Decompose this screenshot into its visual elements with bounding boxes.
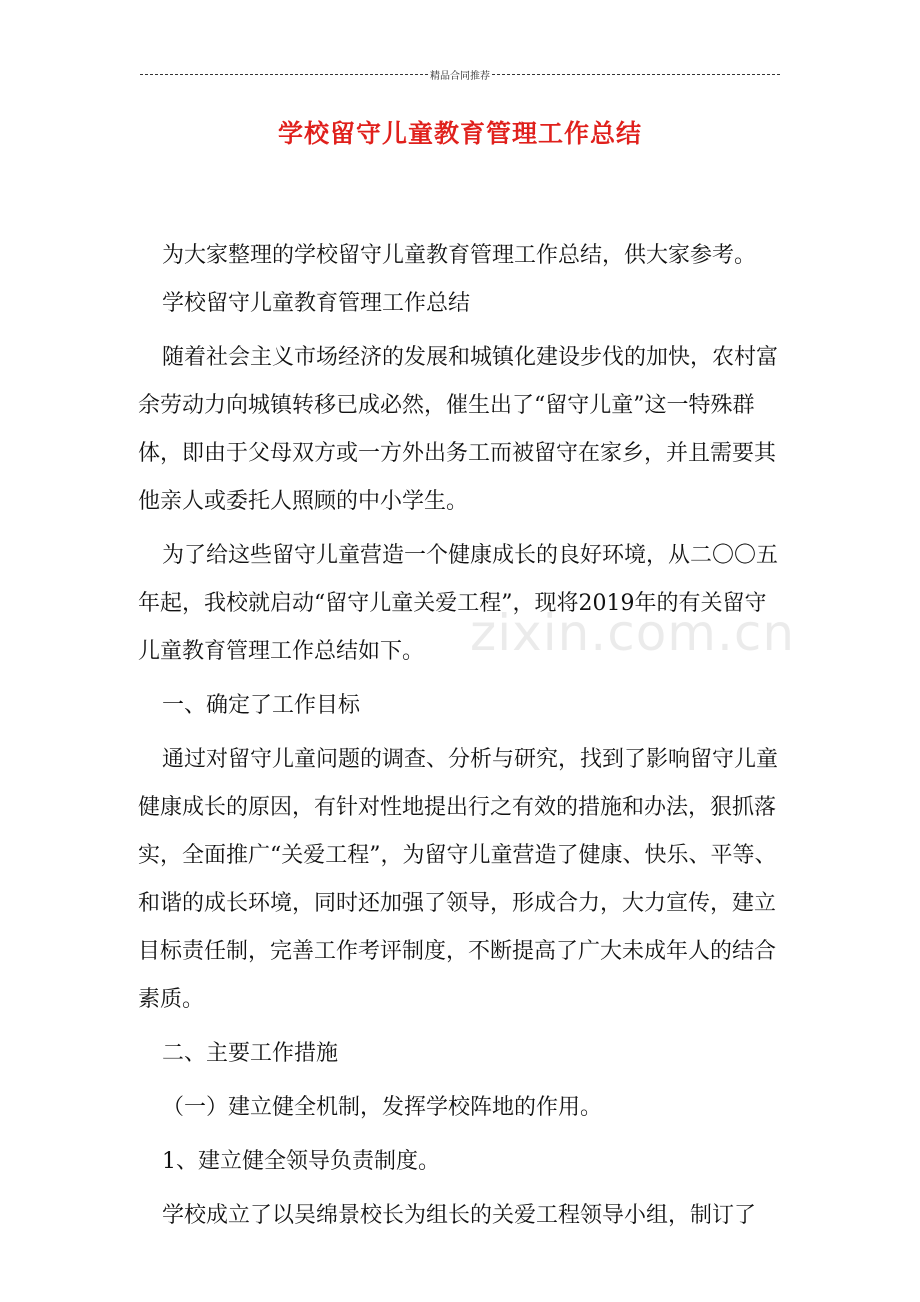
subtitle-paragraph: 学校留守儿童教育管理工作总结 — [162, 291, 471, 316]
subsection-heading-1: （一）建立健全机制，发挥学校阵地的作用。 — [162, 1095, 603, 1120]
document-body — [138, 232, 786, 1240]
intro-paragraph: 为大家整理的学校留守儿童教育管理工作总结，供大家参考。 — [162, 243, 757, 268]
header-rule — [140, 66, 780, 82]
document-title: 学校留守儿童教育管理工作总结 — [277, 119, 642, 148]
item-heading-1: 1、建立健全领导负责制度。 — [162, 1149, 440, 1174]
header-dash-left — [140, 74, 428, 75]
leadership-paragraph: 学校成立了以吴绵景校长为组长的关爱工程领导小组，制订了 — [162, 1203, 757, 1228]
watermark: zixin.com.cn — [470, 604, 796, 662]
section-heading-1: 一、确定了工作目标 — [162, 693, 361, 718]
purpose-paragraph: 为了给这些留守儿童营造一个健康成长的良好环境，从二〇〇五年起，我校就启动“留守儿童关爱工程”，现将2019年的有关留守儿童教育管理工作总结如下。 — [138, 543, 779, 664]
goal-paragraph: 通过对留守儿童问题的调查、分析与研究，找到了影响留守儿童健康成长的原因，有针对性地提出行之有效的措施和办法，狠抓落实，全面推广“关爱工程”，为留守儿童营造了健康、快乐、平等、和谐的成长环境，同时还加强了领导，形成合力，大力宣传，建立目标责任制，完善工作考评制度，不断提高了广大未成年人的结合素质。 — [138, 747, 779, 1012]
background-paragraph: 随着社会主义市场经济的发展和城镇化建设步伐的加快，农村富余劳动力向城镇转移已成必然，催生出了“留守儿童”这一特殊群体，即由于父母双方或一方外出务工而被留守在家乡，并且需要其他亲人或委托人照顾的中小学生。 — [138, 345, 779, 514]
header-label: 精品合同推荐 — [430, 70, 490, 82]
section-heading-2: 二、主要工作措施 — [162, 1041, 339, 1066]
header-dash-right — [492, 74, 780, 75]
